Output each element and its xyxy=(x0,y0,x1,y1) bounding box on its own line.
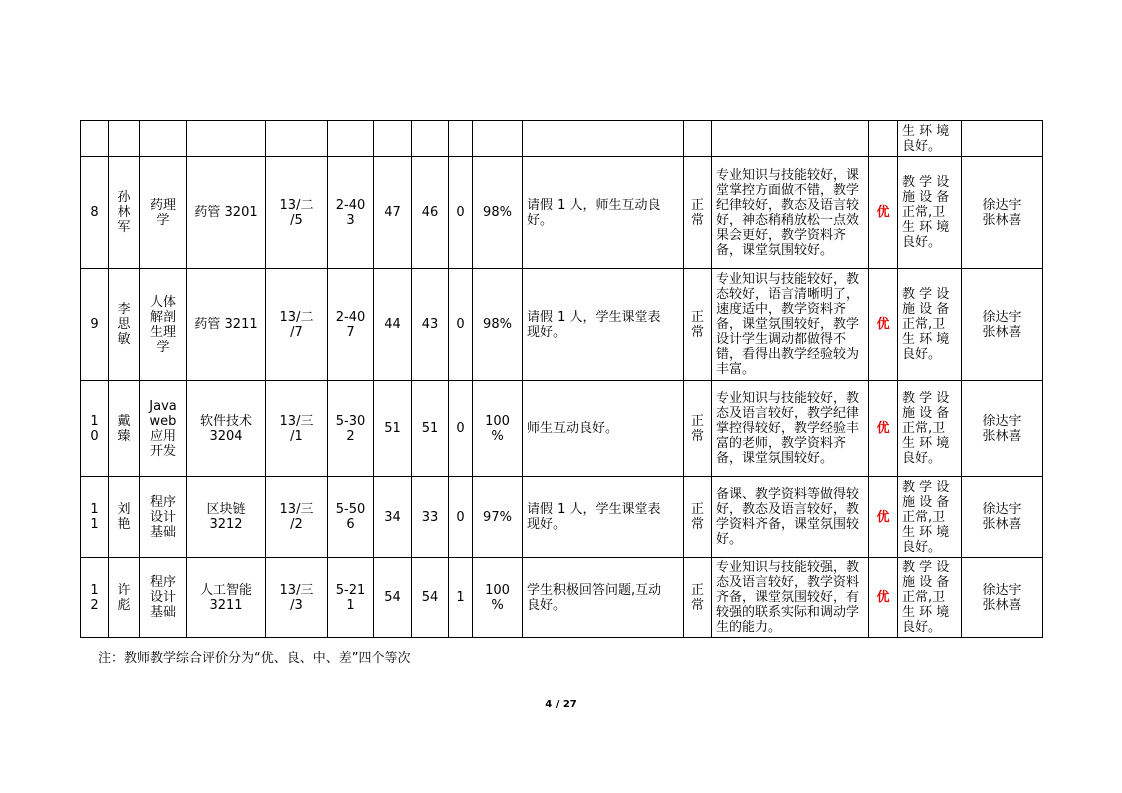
cell-empty xyxy=(712,121,869,157)
cell-rating: 优 xyxy=(869,558,898,638)
cell-actual: 51 xyxy=(412,381,449,477)
cell-inspectors: 徐达宇 张林喜 xyxy=(962,381,1043,477)
table-row xyxy=(81,381,1043,477)
cell-status: 正 常 xyxy=(684,157,712,269)
cell-evaluation: 专业知识与技能较好，课堂掌控方面做不错，教学纪律较好，教态及语言较好，神态稍稍放松一点效果会更好，教学资料齐备，课堂氛围较好。 xyxy=(712,157,869,269)
cell-empty xyxy=(473,121,523,157)
cell-index: 8 xyxy=(81,157,109,269)
cell-room: 2-40 7 xyxy=(328,269,374,381)
cell-inspectors: 徐达宇 张林喜 xyxy=(962,269,1043,381)
cell-teacher: 孙 林 军 xyxy=(109,157,140,269)
cell-empty xyxy=(962,121,1043,157)
cell-facility: 教 学 设 施 设 备 正常,卫 生 环 境 良好。 xyxy=(898,269,962,381)
cell-student-note: 请假 1 人，学生课堂表 现好。 xyxy=(523,477,684,558)
cell-class: 药管 3211 xyxy=(187,269,266,381)
cell-facility: 教 学 设 施 设 备 正常,卫 生 环 境 良好。 xyxy=(898,477,962,558)
cell-expected: 44 xyxy=(374,269,412,381)
cell-student-note: 师生互动良好。 xyxy=(523,381,684,477)
table-row xyxy=(81,477,1043,558)
cell-status: 正 常 xyxy=(684,558,712,638)
cell-student-note: 请假 1 人，师生互动良 好。 xyxy=(523,157,684,269)
cell-absent: 0 xyxy=(449,381,473,477)
cell-rate: 100 % xyxy=(473,558,523,638)
cell-room: 2-40 3 xyxy=(328,157,374,269)
cell-course: Java web 应用 开发 xyxy=(140,381,187,477)
cell-week-day: 13/三 /2 xyxy=(266,477,328,558)
table-row xyxy=(81,269,1043,381)
cell-actual: 33 xyxy=(412,477,449,558)
cell-empty xyxy=(109,121,140,157)
cell-absent: 1 xyxy=(449,558,473,638)
cell-empty xyxy=(374,121,412,157)
cell-rate: 98% xyxy=(473,157,523,269)
cell-absent: 0 xyxy=(449,157,473,269)
cell-empty xyxy=(523,121,684,157)
cell-course: 程序 设计 基础 xyxy=(140,477,187,558)
cell-evaluation: 专业知识与技能较好，教态及语言较好，教学纪律掌控得较好，教学经验丰富的老师，教学资料齐备，课堂氛围较好。 xyxy=(712,381,869,477)
cell-teacher: 李 思 敏 xyxy=(109,269,140,381)
cell-room: 5-30 2 xyxy=(328,381,374,477)
cell-empty xyxy=(412,121,449,157)
cell-week-day: 13/三 /3 xyxy=(266,558,328,638)
cell-index: 1 0 xyxy=(81,381,109,477)
cell-student-note: 学生积极回答问题,互动 良好。 xyxy=(523,558,684,638)
cell-evaluation: 专业知识与技能较好，教态较好，语言清晰明了，速度适中，教学资料齐备，课堂氛围较好，教学设计学生调动都做得不错，看得出教学经验较为丰富。 xyxy=(712,269,869,381)
cell-empty xyxy=(187,121,266,157)
cell-expected: 34 xyxy=(374,477,412,558)
cell-index: 1 1 xyxy=(81,477,109,558)
cell-absent: 0 xyxy=(449,269,473,381)
cell-expected: 47 xyxy=(374,157,412,269)
cell-week-day: 13/二 /5 xyxy=(266,157,328,269)
cell-inspectors: 徐达宇 张林喜 xyxy=(962,477,1043,558)
cell-inspectors: 徐达宇 张林喜 xyxy=(962,157,1043,269)
cell-inspectors: 徐达宇 张林喜 xyxy=(962,558,1043,638)
cell-student-note: 请假 1 人，学生课堂表 现好。 xyxy=(523,269,684,381)
cell-class: 区块链 3212 xyxy=(187,477,266,558)
cell-facility: 教 学 设 施 设 备 正常,卫 生 环 境 良好。 xyxy=(898,157,962,269)
cell-course: 程序 设计 基础 xyxy=(140,558,187,638)
cell-course: 药理 学 xyxy=(140,157,187,269)
cell-rate: 100 % xyxy=(473,381,523,477)
cell-course: 人体 解剖 生理 学 xyxy=(140,269,187,381)
table-body xyxy=(81,121,1043,638)
cell-status: 正 常 xyxy=(684,381,712,477)
cell-class: 人工智能 3211 xyxy=(187,558,266,638)
cell-expected: 54 xyxy=(374,558,412,638)
table-row xyxy=(81,157,1043,269)
cell-empty xyxy=(81,121,109,157)
cell-class: 药管 3201 xyxy=(187,157,266,269)
cell-teacher: 戴 臻 xyxy=(109,381,140,477)
cell-actual: 54 xyxy=(412,558,449,638)
cell-empty xyxy=(140,121,187,157)
cell-teacher: 许 彪 xyxy=(109,558,140,638)
cell-rate: 97% xyxy=(473,477,523,558)
footnote: 注：教师教学综合评价分为“优、良、中、差”四个等次 xyxy=(98,651,411,666)
cell-empty xyxy=(328,121,374,157)
cell-index: 1 2 xyxy=(81,558,109,638)
cell-facility: 教 学 设 施 设 备 正常,卫 生 环 境 良好。 xyxy=(898,381,962,477)
cell-empty xyxy=(684,121,712,157)
table-row xyxy=(81,558,1043,638)
cell-rate: 98% xyxy=(473,269,523,381)
cell-rating: 优 xyxy=(869,381,898,477)
cell-absent: 0 xyxy=(449,477,473,558)
cell-rating: 优 xyxy=(869,477,898,558)
cell-week-day: 13/二 /7 xyxy=(266,269,328,381)
cell-evaluation: 专业知识与技能较强，教态及语言较好，教学资料齐备，课堂氛围较好，有较强的联系实际和调动学生的能力。 xyxy=(712,558,869,638)
cell-room: 5-50 6 xyxy=(328,477,374,558)
cell-facility: 生 环 境 良好。 xyxy=(898,121,962,157)
cell-index: 9 xyxy=(81,269,109,381)
cell-rating: 优 xyxy=(869,157,898,269)
inspection-table xyxy=(80,120,1043,638)
cell-actual: 43 xyxy=(412,269,449,381)
cell-status: 正 常 xyxy=(684,269,712,381)
cell-week-day: 13/三 /1 xyxy=(266,381,328,477)
cell-rating: 优 xyxy=(869,269,898,381)
cell-status: 正 常 xyxy=(684,477,712,558)
cell-expected: 51 xyxy=(374,381,412,477)
cell-empty xyxy=(449,121,473,157)
cell-teacher: 刘 艳 xyxy=(109,477,140,558)
cell-empty xyxy=(869,121,898,157)
cell-facility: 教 学 设 施 设 备 正常,卫 生 环 境 良好。 xyxy=(898,558,962,638)
cell-class: 软件技术 3204 xyxy=(187,381,266,477)
cell-room: 5-21 1 xyxy=(328,558,374,638)
cell-evaluation: 备课、教学资料等做得较好，教态及语言较好，教学资料齐备，课堂氛围较好。 xyxy=(712,477,869,558)
cell-actual: 46 xyxy=(412,157,449,269)
page-number: 4 / 27 xyxy=(545,699,577,710)
cell-empty xyxy=(266,121,328,157)
table-row-partial xyxy=(81,121,1043,157)
